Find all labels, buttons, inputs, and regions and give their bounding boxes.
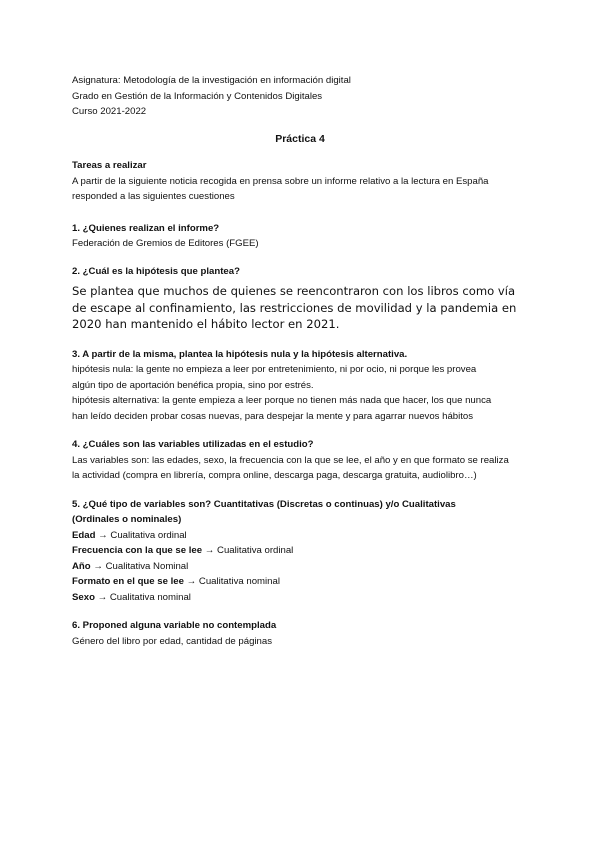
variable-type: Cualitativa ordinal [217, 545, 294, 556]
question-6-answer: Género del libro por edad, cantidad de páginas [72, 635, 273, 647]
question-5-heading: 5. ¿Qué tipo de variables son? Cuantitativas (Discretas o continuas) y/o Cualitativas [72, 498, 456, 510]
question-5 [72, 497, 528, 606]
variable-row [72, 559, 528, 575]
subject-line: Asignatura: Metodología de la investigación en información digital [72, 75, 351, 86]
alt-hypothesis-line-2: han leído deciden probar cosas nuevas, para despejar la mente y para agarrar nuevos hábitos [72, 410, 474, 422]
variable-name: Frecuencia con la que se lee [72, 545, 203, 556]
variable-row [72, 528, 528, 544]
question-3-heading: 3. A partir de la misma, plantea la hipótesis nula y la hipótesis alternativa. [72, 348, 408, 360]
question-4 [72, 437, 528, 484]
tasks-text-line-1: A partir de la siguiente noticia recogida en prensa sobre un informe relativo a la lectura en España [72, 175, 489, 187]
document-page [72, 73, 528, 649]
null-hypothesis-line-2: algún tipo de aportación benéfica propia, sino por estrés. [72, 379, 314, 391]
arrow-icon: → [183, 576, 199, 587]
tasks-heading: Tareas a realizar [72, 160, 147, 171]
degree-line: Grado en Gestión de la Información y Contenidos Digitales [72, 90, 323, 102]
question-1-heading: 1. ¿Quienes realizan el informe? [72, 222, 220, 234]
question-4-line-2: la actividad (compra en librería, compra online, descarga paga, descarga gratuita, audiolibro…) [72, 470, 477, 481]
arrow-icon: → [95, 529, 111, 541]
alt-hypothesis-line-1: hipótesis alternativa: la gente empieza a leer porque no tienen más nada que hacer, los que nunca [72, 395, 492, 406]
variable-row [72, 574, 528, 590]
tasks-section [72, 158, 528, 205]
course-line: Curso 2021-2022 [72, 106, 147, 117]
null-hypothesis-line-1: hipótesis nula: la gente no empieza a leer por entretenimiento, ni por ocio, ni porque les provea [72, 364, 477, 375]
question-2-answer: Se plantea que muchos de quienes se reencontraron con los libros como vía de escape al confinamiento, las restricciones de movilidad y la pandemia en 2020 han mantenido el hábito lector en 2021. [72, 284, 517, 331]
question-6 [72, 618, 528, 649]
question-4-heading: 4. ¿Cuáles son las variables utilizadas en el estudio? [72, 439, 314, 450]
tasks-text-line-2: responded a las siguientes cuestiones [72, 191, 235, 202]
page-title: Práctica 4 [275, 132, 325, 145]
variable-type: Cualitativa nominal [109, 591, 191, 603]
question-1-answer: Federación de Gremios de Editores (FGEE) [72, 238, 259, 249]
variable-row [72, 543, 528, 559]
variable-type: Cualitativa Nominal [105, 560, 189, 572]
question-2-heading: 2. ¿Cuál es la hipótesis que plantea? [72, 265, 240, 277]
arrow-icon: → [90, 560, 106, 572]
question-6-heading: 6. Proponed alguna variable no contemplada [72, 620, 277, 631]
variable-name: Sexo [72, 591, 95, 603]
variable-name: Año [72, 560, 91, 572]
question-5-heading-2: (Ordinales o nominales) [72, 514, 182, 525]
question-1 [72, 221, 528, 252]
variable-name: Formato en el que se lee [72, 576, 184, 587]
variable-row [72, 590, 528, 606]
question-3 [72, 347, 528, 425]
arrow-icon: → [94, 591, 110, 603]
question-4-line-1: Las variables son: las edades, sexo, la frecuencia con la que se lee, el año y en que formato se realiza [72, 454, 509, 466]
arrow-icon: → [202, 545, 218, 556]
variable-type: Cualitativa nominal [198, 576, 280, 587]
question-2 [72, 264, 528, 333]
variable-name: Edad [72, 529, 96, 541]
variable-type: Cualitativa ordinal [110, 529, 187, 541]
